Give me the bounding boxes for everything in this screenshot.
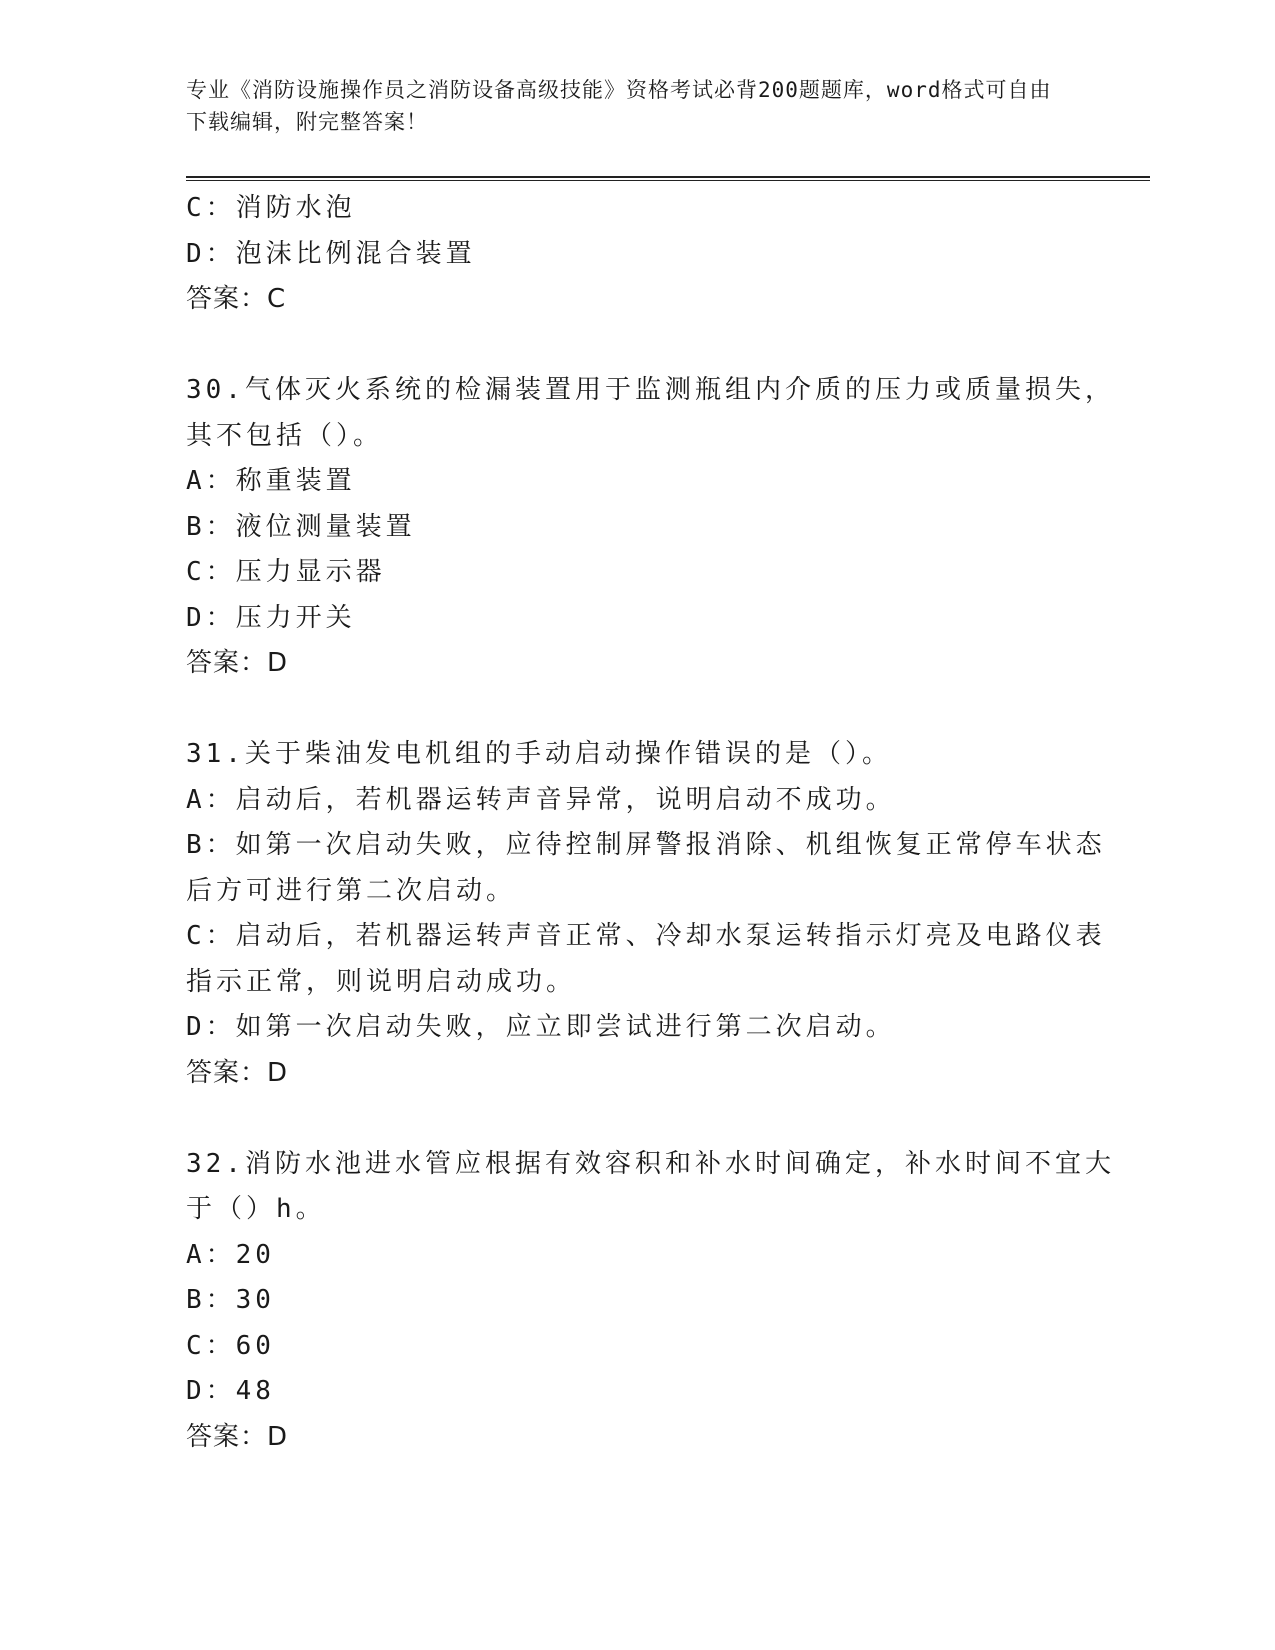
question-31 — [186, 732, 1106, 1096]
question-stem: 于（）h。 — [186, 1194, 326, 1224]
question-stem: 30.气体灭火系统的检漏装置用于监测瓶组内介质的压力或质量损失， — [186, 375, 1115, 405]
option-b: B：液位测量装置 — [186, 511, 416, 542]
option-a: A：称重装置 — [186, 466, 356, 496]
document-header: 专业《消防设施操作员之消防设备高级技能》资格考试必背200题题库，word格式可自由下载编辑，附完整答案！ — [186, 78, 1052, 134]
spacer — [186, 323, 1086, 369]
question-32 — [186, 1142, 1115, 1461]
option-d: D：泡沫比例混合装置 — [186, 238, 476, 269]
option-c: C：压力显示器 — [186, 557, 386, 587]
option-b: B：30 — [186, 1285, 275, 1315]
answer-line: 答案：C — [186, 284, 287, 314]
question-30 — [186, 368, 1115, 687]
option-b: B：如第一次启动失败，应待控制屏警报消除、机组恢复正常停车状态 — [186, 830, 1106, 860]
option-c: C：启动后，若机器运转声音正常、冷却水泵运转指示灯亮及电路仪表 — [186, 921, 1106, 951]
option-c: C：60 — [186, 1330, 275, 1361]
answer-line: 答案：D — [186, 648, 289, 678]
header-divider — [186, 176, 1150, 181]
question-stem: 31.关于柴油发电机组的手动启动操作错误的是（）。 — [186, 739, 892, 769]
option-d: D：压力开关 — [186, 602, 356, 633]
option-d: D：如第一次启动失败，应立即尝试进行第二次启动。 — [186, 1012, 896, 1042]
answer-line: 答案：D — [186, 1057, 289, 1088]
option-b-continued: 后方可进行第二次启动。 — [186, 875, 517, 906]
option-d: D：48 — [186, 1376, 275, 1406]
spacer — [186, 687, 1086, 733]
prev-question-block — [186, 186, 1086, 323]
option-a: A：启动后，若机器运转声音异常，说明启动不成功。 — [186, 784, 896, 815]
spacer — [186, 1096, 1086, 1142]
question-list — [186, 186, 1115, 1460]
option-c: C：消防水泡 — [186, 193, 356, 223]
question-stem: 32.消防水池进水管应根据有效容积和补水时间确定，补水时间不宜大 — [186, 1148, 1115, 1179]
question-stem: 其不包括（）。 — [186, 420, 384, 451]
answer-line: 答案：D — [186, 1421, 289, 1452]
option-a: A：20 — [186, 1239, 275, 1270]
option-c-continued: 指示正常，则说明启动成功。 — [186, 966, 577, 997]
